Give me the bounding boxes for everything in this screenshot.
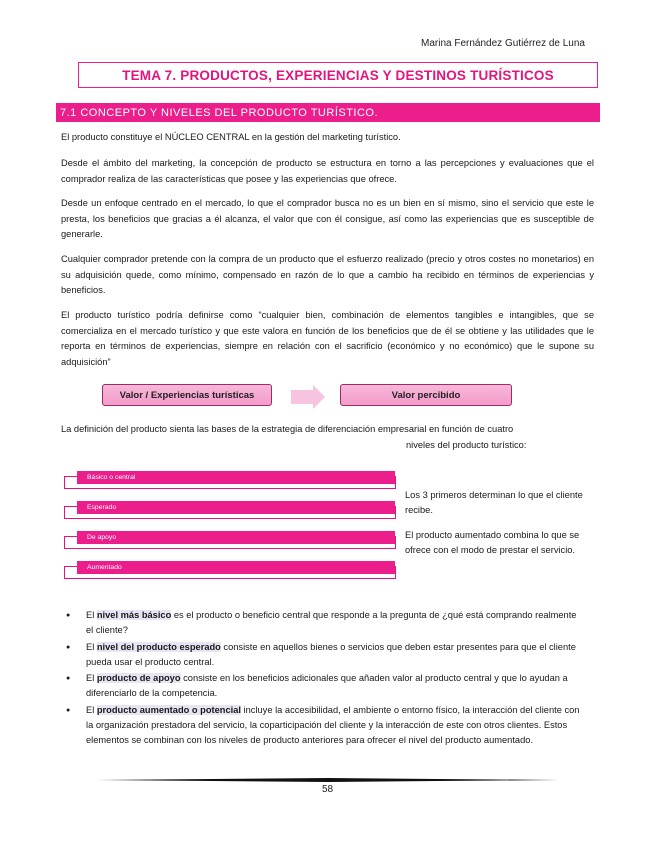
section-heading: 7.1 CONCEPTO Y NIVELES DEL PRODUCTO TURÍSTICO.	[56, 103, 600, 122]
level-basic	[64, 476, 396, 489]
side-note-1: Los 3 primeros determinan lo que el cliente recibe.	[405, 490, 583, 515]
page-number: 58	[321, 784, 334, 795]
chapter-title: TEMA 7. PRODUCTOS, EXPERIENCIAS Y DESTINOS TURÍSTICOS	[122, 67, 554, 83]
level-support	[64, 536, 396, 549]
bullet-basic-pre: El	[86, 610, 97, 620]
bullet-augmented-text: incluye la accesibilidad, el ambiente o entorno físico, la interacción del cliente con la organización prestadora del servicio, la coparticipación del cliente y la interacción de este con otros clientes. Estos elementos se combinan con los niveles de producto anteriores para ofrecer el nivel del producto aumentado.	[86, 704, 580, 746]
bullet-support	[66, 671, 586, 702]
bullet-augmented	[66, 703, 586, 749]
perceived-value-box: Valor percibido	[340, 384, 512, 406]
side-note-2: El producto aumentado combina lo que se ofrece con el modo de prestar el servicio.	[405, 530, 580, 555]
bullet-expected-text: consiste en aquellos bienes o servicios que deben estar presentes para que el cliente pueda usar el producto central.	[86, 641, 576, 667]
bullet-support-pre: El	[86, 673, 97, 684]
level-basic-label: Básico o central	[77, 471, 395, 484]
paragraph-1-text: El producto constituye el NÚCLEO CENTRAL en la gestión del marketing turístico.	[61, 132, 401, 142]
paragraph-2: Desde el ámbito del marketing, la concepción de producto se estructura en torno a las percepciones y evaluaciones que el comprador realiza de las características que posee y las experiencias que ofrece.	[61, 158, 594, 184]
level-expected	[64, 506, 396, 519]
levels-intro	[61, 422, 594, 453]
bullet-basic-term: nivel más básico	[96, 610, 172, 620]
paragraph-1	[61, 130, 594, 146]
levels-intro-line1: La definición del producto sienta las bases de la estrategia de diferenciación empresarial en función de cuatro	[61, 424, 514, 434]
bullet-expected-term: nivel del producto esperado	[96, 641, 221, 652]
levels-bullet-list	[66, 608, 586, 750]
chapter-title-box	[78, 62, 598, 88]
bullet-basic	[66, 608, 586, 639]
bullet-support-text: consiste en los beneficios adicionales que añaden valor al producto central y que lo ayudan a diferenciarlo de la competencia.	[86, 673, 568, 699]
author-name: Marina Fernández Gutiérrez de Luna	[421, 38, 585, 49]
level-augmented-label: Aumentado	[77, 561, 395, 574]
level-augmented	[64, 566, 396, 579]
bullet-expected	[66, 640, 586, 671]
paragraph-5: El producto turístico podría definirse como “cualquier bien, combinación de elementos tangibles e intangibles, que se comercializa en el mercado turístico y que este valora en función de los beneficios que de él se obtiene y las utilidades que le reporta en términos de experiencias, siempre en relación con el sacrificio (económico y no económico) que le supone su adquisición”	[61, 310, 594, 367]
bullet-expected-pre: El	[86, 641, 97, 652]
paragraph-3: Desde un enfoque centrado en el mercado, lo que el comprador busca no es un bien en sí mismo, sino el servicio que este le presta, los beneficios que gracias a él alcanza, el valor que con él consigue, así como las experiencias que es susceptible de generarle.	[61, 198, 594, 239]
value-experiences-box: Valor / Experiencias turísticas	[102, 384, 272, 406]
bullet-augmented-pre: El	[86, 704, 97, 715]
levels-intro-line2: niveles del producto turístico:	[406, 439, 527, 450]
paragraph-4: Cualquier comprador pretende con la compra de un producto que el esfuerzo realizado (precio y otros costes no monetarios) en su adquisición quede, como mínimo, compensado en razón de lo que a cambio ha recibido en términos de experiencias y beneficios.	[61, 254, 594, 295]
level-support-label: De apoyo	[77, 531, 395, 544]
footer-divider	[97, 778, 559, 782]
bullet-support-term: producto de apoyo	[96, 673, 181, 684]
bullet-augmented-term: producto aumentado o potencial	[96, 704, 241, 715]
arrow-right-icon	[291, 385, 327, 409]
bullet-basic-text: es el producto o beneficio central que responde a la pregunta de ¿qué está comprando realmente el cliente?	[86, 610, 577, 636]
level-expected-label: Esperado	[77, 501, 395, 514]
